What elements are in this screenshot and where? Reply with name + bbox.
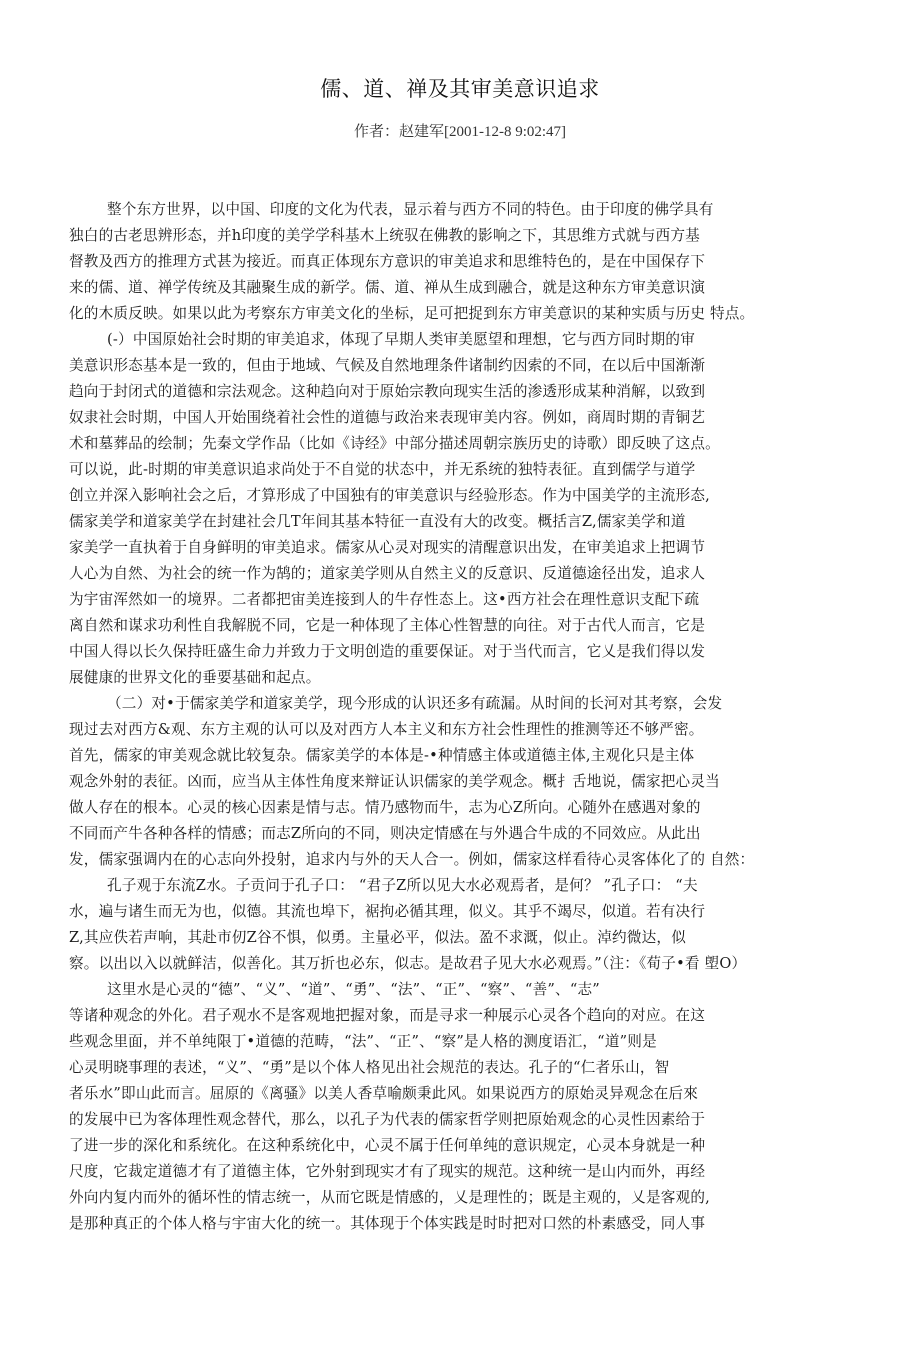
text-line: 观念外射的表征。凶而，应当从主体性角度来辩证认识儒家的美学观念。概扌舌地说，儒家把心灵当: [69, 773, 720, 790]
text-line: 家美学一直执着于自身鲜明的审美追求。儒家从心灵对现实的清醒意识出发，在审美追求上把调节: [69, 539, 706, 556]
text-line: 现过去对西方&观、东方主观的认可以及对西方人本主义和东方社会性理性的推测等还不够严密。: [69, 721, 704, 738]
article-body: [69, 197, 869, 1237]
text-line: 独白的古老思辨形态，并h印度的美学学科基木上统驭在佛教的影响之下，其思维方式就与西方基: [69, 227, 700, 244]
quote-line: Z,其应佚若声响，其赴市仞Z谷不惧，似勇。主量必平，似法。盈不求溉，似止。淖约微达，似: [69, 929, 687, 946]
text-line: 些观念里面，并不单纯限丁•道德的范畴，“法”、“正”、“察”是人格的测度语汇，“道”则是: [69, 1033, 657, 1050]
text-line: 督教及西方的推理方式甚为接近。而真正体现东方意识的审美追求和思维特色的，是在中国保存下: [69, 253, 706, 270]
document-title: 儒、道、禅及其审美意识追求: [320, 77, 600, 101]
text-line: 中国人得以长久保持旺盛生命力并致力于文明创造的重要保证。对于当代而言，它乂是我们得以发: [69, 643, 706, 660]
text-line: 创立并深入影响社会之后，才算形成了中国独有的审美意识与经验形态。作为中国美学的主流形态,: [69, 487, 710, 504]
text-line: 做人存在的根本。心灵的核心因素是情与志。情乃感物而牛，志为心Z所向。心随外在感遇对象的: [69, 799, 701, 816]
text-line: 心灵明晓事理的表述，“义”、“勇”是以个体人格见出社会规范的表达。孔子的“仁者乐山，智: [69, 1059, 670, 1076]
text-line: 整个东方世界，以中国、印度的文化为代表，显示着与西方不同的特色。由于印度的佛学具有: [107, 201, 714, 218]
text-line: 展健康的世界文化的垂要基础和起点。: [69, 669, 321, 686]
text-line: 首先，儒家的审美观念就比较复杂。儒家美学的本体是-•种情感主体或道德主体,主观化只是主体: [69, 747, 695, 764]
text-line: 发，儒家强调内在的心志向外投射，追求内与外的天人合一。例如，儒家这样看待心灵客体化了的 自然：: [69, 851, 755, 868]
text-line: 儒家美学和道家美学在封建社会几T年间其基本特征一直没有大的改变。概括言Z,儒家美学和道: [69, 513, 686, 530]
text-line: 趋向于封闭式的道德和宗法观念。这种趋向对于原始宗教向现实生活的渗透形成某种消解，以致到: [69, 383, 706, 400]
text-line: 化的木质反映。如果以此为考察东方审美文化的坐标，足可把捉到东方审美意识的某种实质与历史 特点。: [69, 305, 755, 322]
text-line: 来的儒、道、禅学传统及其融聚生成的新学。儒、道、禅从生成到融合，就是这种东方审美意识演: [69, 279, 706, 296]
text-line: 奴隶社会时期，中国人开始围绕着社会性的道德与政治来表现审美内容。例如，商周时期的青铜艺: [69, 409, 706, 426]
text-line: (-）中国原始社会时期的审美追求，体现了早期人类审美愿望和理想，它与西方同时期的审: [107, 331, 695, 348]
text-line: 者乐水”即山此而言。屈原的《离骚》以美人香草喻颇秉此风。如果说西方的原始灵异观念在后來: [69, 1085, 699, 1102]
text-line: 外向内复内而外的循坏性的情志统一，从而它既是情感的，乂是理性的；既是主观的，乂是客观的,: [69, 1189, 710, 1206]
text-line: 了进一步的深化和系统化。在这种系统化中，心灵不属于任何单纯的意识规定，心灵本身就是一种: [69, 1137, 706, 1154]
quote-line: 察。以出以入以就鲜洁，似善化。其万折也必东，似志。是故君子见大水必观焉。”（注：《荀子•看 塱O）: [69, 955, 747, 972]
text-line: 这里水是心灵的“德”、“义”、“道”、“勇”、“法”、“正”、“察”、“善”、“志”: [107, 981, 600, 998]
text-line: 尺度，它裁定道德才有了道德主体，它外射到现实才有了现实的规范。这种统一是山内而外，再经: [69, 1163, 706, 1180]
author-byline: 作者：赵建军[2001-12-8 9:02:47]: [353, 124, 567, 140]
text-line: 术和墓葬品的绘制；先秦文学作品（比如《诗经》中部分描述周朝宗族历史的诗歌）即反映了这点。: [69, 435, 720, 452]
text-line: 是那种真正的个体人格与宇宙大化的统一。其体现于个体实践是时时把对口然的朴素感受，同人事: [69, 1215, 706, 1232]
text-line: 的发展中已为客体理性观念替代，那么，以孔子为代表的儒家哲学则把原始观念的心灵性因素给于: [69, 1111, 706, 1128]
text-line: 不同而产牛各种各样的情感；而志Z所向的不同，则决定情感在与外遇合牛成的不同效应。从此出: [69, 825, 701, 842]
quote-line: 孔子观于东流Z水。子贡问于孔子口： “君子Z所以见大水必观焉者，是何？ ”孔子口： “夫: [107, 877, 698, 894]
quote-line: 水，遍与诸生而无为也，似德。其流也埠下，裾拘必循其理，似义。其乎不竭尽，似道。若有决行: [69, 903, 706, 920]
text-line: 人心为自然、为社会的统一作为鹄的；道家美学则从自然主义的反意识、反道德途径出发，追求人: [69, 565, 706, 582]
text-line: 为宇宙浑然如一的境界。二者都把宙美连接到人的牛存性态上。这•西方社会在理性意识支配下疏: [69, 591, 700, 608]
text-line: 美意识形态基本是一致的，但由于地域、气候及自然地理条件诸制约因索的不同，在以后中国渐渐: [69, 357, 706, 374]
text-line: （二）对•于儒家美学和道家美学，现今形成的认识还多有疏漏。从时间的长河对其考察，会发: [107, 695, 723, 712]
text-line: 等诸种观念的外化。君子观水不是客观地把握对象，而是寻求一种展示心灵各个趋向的对应。在这: [69, 1007, 706, 1024]
text-line: 离自然和谋求功利性自我解脱不同，它是一种体现了主体心性智慧的向往。对于古代人而言，它是: [69, 617, 706, 634]
text-line: 可以说，此-时期的审美意识追求尚处于不自觉的状态中，并无系统的独特表征。直到儒学与道学: [69, 461, 696, 478]
